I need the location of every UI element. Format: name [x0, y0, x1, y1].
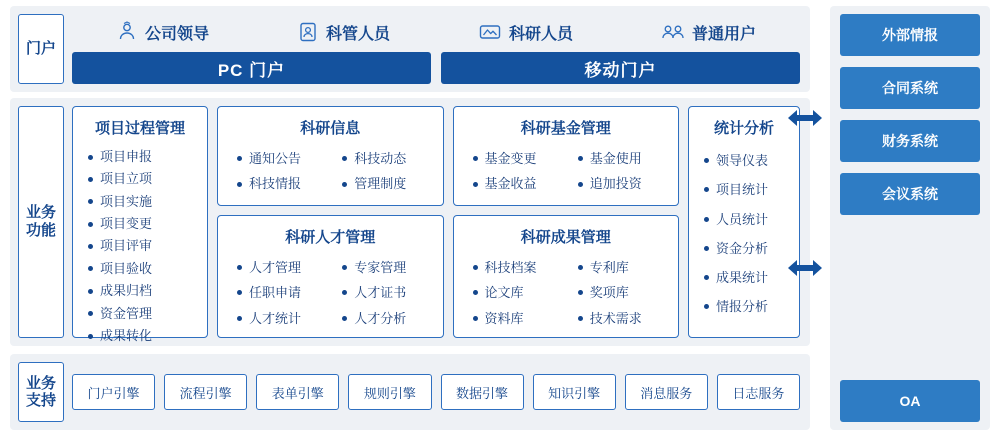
middle-cards — [217, 106, 679, 338]
list-item: 人员统计 — [703, 205, 791, 234]
bidirectional-arrow-icon-bottom — [788, 257, 822, 279]
card-project-process[interactable] — [72, 106, 208, 343]
list-item: 情报分析 — [703, 292, 791, 321]
list-item: 成果转化 — [87, 325, 199, 347]
middle-row-top — [217, 106, 679, 206]
portal-bar-mobile[interactable]: 移动门户 — [441, 52, 800, 84]
list-item: 技术需求 — [577, 306, 670, 331]
list-item: 资金管理 — [87, 303, 199, 325]
user-icon — [661, 21, 685, 43]
card-title: 统计分析 — [713, 120, 774, 137]
list-item: 项目申报 — [87, 146, 199, 168]
system-external-intel[interactable]: 外部情报 — [840, 14, 980, 56]
business-function-band — [10, 98, 810, 346]
card-title: 科研信息 — [300, 120, 361, 137]
card-research-info[interactable] — [217, 106, 444, 206]
list-item: 人才证书 — [341, 280, 434, 305]
list-item: 任职申请 — [236, 280, 329, 305]
support-chip-knowledge-engine[interactable]: 知识引擎 — [533, 374, 616, 410]
card-statistics[interactable] — [688, 106, 800, 338]
list-item: 通知公告 — [236, 146, 329, 171]
research-talent-left — [230, 255, 329, 331]
portal-bar-pc[interactable]: PC 门户 — [72, 52, 431, 84]
research-info-columns — [226, 146, 435, 197]
role-item-researcher[interactable] — [478, 21, 573, 44]
list-item: 科技情报 — [236, 171, 329, 196]
portal-label-text: 门户 — [25, 40, 56, 58]
role-item-leader[interactable] — [116, 21, 209, 44]
research-fund-left — [466, 146, 565, 197]
research-talent-columns — [226, 255, 435, 331]
role-label: 公司领导 — [144, 25, 209, 43]
system-finance[interactable]: 财务系统 — [840, 120, 980, 162]
list-item: 专家管理 — [341, 255, 434, 280]
card-research-achievement[interactable] — [453, 215, 680, 338]
card-title: 项目过程管理 — [94, 120, 185, 137]
research-achievement-columns — [462, 255, 671, 331]
list-item: 成果统计 — [703, 263, 791, 292]
portal-band-label — [18, 14, 64, 84]
external-systems-list — [840, 14, 980, 422]
list-item: 科技档案 — [472, 255, 565, 280]
manager-icon — [297, 21, 319, 43]
list-item: 专利库 — [577, 255, 670, 280]
portal-band — [10, 6, 810, 92]
list-item: 基金收益 — [472, 171, 565, 196]
business-function-band-label — [18, 106, 64, 338]
portal-bars — [72, 52, 800, 84]
business-function-label-text: 业务功能 — [25, 204, 56, 239]
list-item: 项目验收 — [87, 258, 199, 280]
list-item: 项目立项 — [87, 168, 199, 190]
support-chip-message-service[interactable]: 消息服务 — [625, 374, 708, 410]
business-support-band-label — [18, 362, 64, 422]
business-support-band — [10, 354, 810, 430]
function-cards — [72, 106, 800, 343]
system-meeting[interactable]: 会议系统 — [840, 173, 980, 215]
list-item: 资料库 — [472, 306, 565, 331]
list-item: 项目评审 — [87, 235, 199, 257]
card-title: 科研基金管理 — [520, 120, 611, 137]
external-systems-band — [830, 6, 990, 430]
card-title: 科研人才管理 — [285, 228, 376, 246]
external-systems-group — [840, 14, 980, 215]
role-label: 普通用户 — [691, 25, 756, 43]
role-label: 科研人员 — [508, 25, 573, 43]
leader-icon — [116, 21, 138, 43]
list-item: 项目实施 — [87, 191, 199, 213]
researcher-icon — [478, 21, 502, 43]
list-item: 追加投资 — [577, 171, 670, 196]
statistics-list — [697, 146, 791, 322]
card-title: 科研成果管理 — [520, 228, 611, 246]
support-chip-rule-engine[interactable]: 规则引擎 — [348, 374, 431, 410]
left-column — [10, 6, 810, 430]
support-chip-portal-engine[interactable]: 门户引擎 — [72, 374, 155, 410]
middle-row-bottom — [217, 215, 679, 338]
research-info-left — [230, 146, 329, 197]
list-item: 管理制度 — [341, 171, 434, 196]
system-contract[interactable]: 合同系统 — [840, 67, 980, 109]
card-research-talent[interactable] — [217, 215, 444, 338]
research-fund-columns — [462, 146, 671, 197]
list-item: 人才分析 — [341, 306, 434, 331]
list-item: 基金变更 — [472, 146, 565, 171]
list-item: 项目变更 — [87, 213, 199, 235]
list-item: 资金分析 — [703, 234, 791, 263]
list-item: 成果归档 — [87, 280, 199, 302]
list-item: 领导仪表 — [703, 146, 791, 175]
support-chip-data-engine[interactable]: 数据引擎 — [441, 374, 524, 410]
role-item-user[interactable] — [661, 21, 756, 44]
list-item: 人才管理 — [236, 255, 329, 280]
list-item: 科技动态 — [341, 146, 434, 171]
project-process-list — [81, 146, 199, 347]
support-chip-log-service[interactable]: 日志服务 — [717, 374, 800, 410]
list-item: 人才统计 — [236, 306, 329, 331]
list-item: 奖项库 — [577, 280, 670, 305]
bidirectional-arrow-icon-top — [788, 107, 822, 129]
list-item: 项目统计 — [703, 175, 791, 204]
support-chip-list — [72, 374, 800, 410]
list-item: 基金使用 — [577, 146, 670, 171]
research-talent-right — [335, 255, 434, 331]
support-chip-form-engine[interactable]: 表单引擎 — [256, 374, 339, 410]
research-achievement-left — [466, 255, 565, 331]
research-achievement-right — [571, 255, 670, 331]
research-info-right — [335, 146, 434, 197]
role-list — [72, 14, 800, 50]
business-support-label-text: 业务支持 — [25, 374, 56, 409]
role-item-manager[interactable] — [297, 21, 390, 44]
card-research-fund[interactable] — [453, 106, 680, 206]
list-item: 论文库 — [472, 280, 565, 305]
role-label: 科管人员 — [325, 25, 390, 43]
support-chip-process-engine[interactable]: 流程引擎 — [164, 374, 247, 410]
system-oa[interactable]: OA — [840, 380, 980, 422]
research-fund-right — [571, 146, 670, 197]
